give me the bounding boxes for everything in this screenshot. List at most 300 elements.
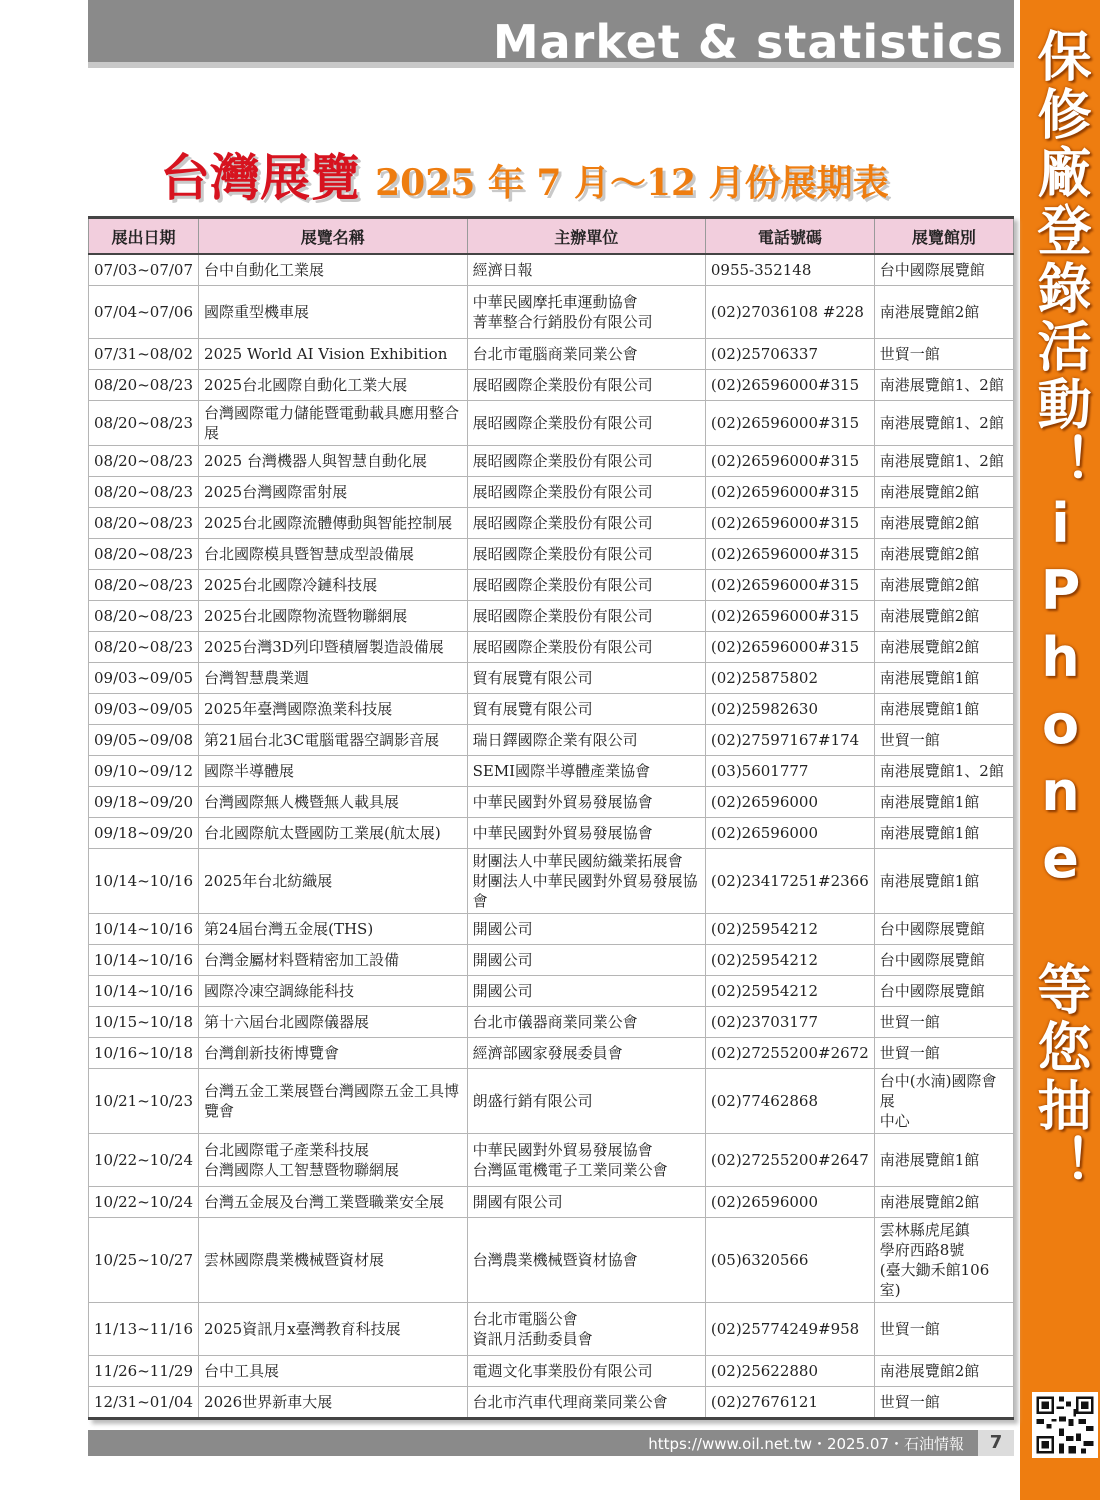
table-row <box>89 1218 1014 1303</box>
cell-date: 10/14~10/16 <box>89 849 199 914</box>
cell-line: 南港展覽館2館 <box>879 514 980 532</box>
cell-phone: (02)25774249#958 <box>705 1303 874 1356</box>
cell-exhibition-name <box>199 945 468 976</box>
heading-sub: 2025 年 7 月～12 月份展期表 <box>375 162 889 204</box>
cell-phone: (02)26596000#315 <box>705 570 874 601</box>
cell-line: 第十六屆台北國際儀器展 <box>204 1013 370 1031</box>
cell-organizer <box>467 370 705 401</box>
cell-line: 2025台灣國際雷射展 <box>204 483 348 501</box>
cell-line: 南港展覽館2館 <box>879 638 980 656</box>
cell-line: 南港展覽館2館 <box>879 607 980 625</box>
cell-phone: (02)27255200#2672 <box>705 1038 874 1069</box>
cell-hall <box>874 1218 1013 1303</box>
cell-organizer <box>467 570 705 601</box>
cell-organizer <box>467 1069 705 1134</box>
table-row <box>89 370 1014 401</box>
cell-exhibition-name <box>199 976 468 1007</box>
footer-text: https://www.oil.net.tw・2025.07・石油情報 <box>648 1435 964 1453</box>
cell-date: 08/20~08/23 <box>89 632 199 663</box>
cell-line: 台中工具展 <box>204 1362 280 1380</box>
cell-organizer <box>467 1387 705 1419</box>
cell-line: 2025年台北紡織展 <box>204 872 333 890</box>
column-header-organizer: 主辦單位 <box>467 218 705 255</box>
cell-line: 台灣智慧農業週 <box>204 669 310 687</box>
cell-organizer <box>467 446 705 477</box>
cell-line: 南港展覽館1、2館 <box>879 414 1004 432</box>
cell-line: 2026世界新車大展 <box>204 1393 333 1411</box>
cell-line: 財團法人中華民國紡織業拓展會 <box>472 852 683 870</box>
cell-organizer <box>467 1134 705 1187</box>
cell-line: 中華民國對外貿易發展協會 <box>472 1141 653 1159</box>
cell-organizer <box>467 339 705 370</box>
cell-line: 台中國際展覽館 <box>879 261 985 279</box>
cell-line: 南港展覽館1館 <box>879 793 980 811</box>
table-row <box>89 1007 1014 1038</box>
cell-line: 中華民國對外貿易發展協會 <box>472 793 653 811</box>
cell-line: 2025 台灣機器人與智慧自動化展 <box>204 452 427 470</box>
cell-line: 電週文化事業股份有限公司 <box>472 1362 653 1380</box>
table-row <box>89 1303 1014 1356</box>
cell-exhibition-name <box>199 1218 468 1303</box>
table-row <box>89 849 1014 914</box>
cell-organizer <box>467 694 705 725</box>
cell-date: 09/05~09/08 <box>89 725 199 756</box>
cell-date: 10/21~10/23 <box>89 1069 199 1134</box>
cell-line: 台灣農業機械暨資材協會 <box>472 1251 638 1269</box>
cell-date: 10/14~10/16 <box>89 945 199 976</box>
table-row <box>89 539 1014 570</box>
cell-line: 台北市儀器商業同業公會 <box>472 1013 638 1031</box>
cell-line: 台灣區電機電子工業同業公會 <box>472 1161 668 1179</box>
cell-phone: (02)77462868 <box>705 1069 874 1134</box>
cell-organizer <box>467 401 705 446</box>
cell-hall <box>874 1007 1013 1038</box>
cell-line: 台北市電腦公會 <box>472 1310 578 1328</box>
cell-organizer <box>467 601 705 632</box>
cell-exhibition-name <box>199 632 468 663</box>
cell-line: 展昭國際企業股份有限公司 <box>472 514 653 532</box>
cell-organizer <box>467 945 705 976</box>
cell-line: 台灣五金展及台灣工業暨職業安全展 <box>204 1193 445 1211</box>
cell-phone: (02)26596000 <box>705 818 874 849</box>
cell-hall <box>874 446 1013 477</box>
cell-hall <box>874 508 1013 539</box>
cell-phone: (02)25954212 <box>705 945 874 976</box>
cell-line: 2025年臺灣國際漁業科技展 <box>204 700 393 718</box>
cell-line: 第21屆台北3C電腦電器空調影音展 <box>204 731 440 749</box>
cell-line: 台北國際航太暨國防工業展(航太展) <box>204 824 441 842</box>
cell-phone: (02)26596000#315 <box>705 508 874 539</box>
cell-date: 08/20~08/23 <box>89 401 199 446</box>
cell-hall <box>874 725 1013 756</box>
cell-organizer <box>467 663 705 694</box>
cell-exhibition-name <box>199 539 468 570</box>
cell-line: 台灣金屬材料暨精密加工設備 <box>204 951 400 969</box>
cell-organizer <box>467 477 705 508</box>
cell-date: 07/31~08/02 <box>89 339 199 370</box>
cell-organizer <box>467 849 705 914</box>
cell-date: 10/22~10/24 <box>89 1134 199 1187</box>
cell-hall <box>874 539 1013 570</box>
table-row <box>89 787 1014 818</box>
cell-date: 07/03~07/07 <box>89 254 199 286</box>
cell-organizer <box>467 914 705 945</box>
cell-line: 經濟日報 <box>472 261 533 279</box>
cell-line: 2025 World AI Vision Exhibition <box>204 345 448 363</box>
cell-exhibition-name <box>199 787 468 818</box>
cell-hall <box>874 1038 1013 1069</box>
table-row <box>89 286 1014 339</box>
table-row <box>89 1038 1014 1069</box>
cell-date: 11/13~11/16 <box>89 1303 199 1356</box>
cell-line: 南港展覽館2館 <box>879 576 980 594</box>
cell-line: 世貿一館 <box>879 1320 940 1338</box>
cell-line: 台中國際展覽館 <box>879 982 985 1000</box>
cell-phone: (02)23703177 <box>705 1007 874 1038</box>
cell-exhibition-name <box>199 1303 468 1356</box>
cell-line: 展昭國際企業股份有限公司 <box>472 607 653 625</box>
heading-main: 台灣展覽 <box>160 149 360 207</box>
cell-hall <box>874 1303 1013 1356</box>
table-row <box>89 945 1014 976</box>
cell-date: 08/20~08/23 <box>89 539 199 570</box>
cell-line: 南港展覽館2館 <box>879 303 980 321</box>
cell-line: 2025台北國際物流暨物聯網展 <box>204 607 408 625</box>
cell-line: 世貿一館 <box>879 345 940 363</box>
table-row <box>89 339 1014 370</box>
cell-phone: (02)27676121 <box>705 1387 874 1419</box>
cell-line: 台中自動化工業展 <box>204 261 325 279</box>
table-row <box>89 1187 1014 1218</box>
cell-exhibition-name <box>199 401 468 446</box>
cell-date: 11/26~11/29 <box>89 1356 199 1387</box>
table-row <box>89 1134 1014 1187</box>
cell-exhibition-name <box>199 1038 468 1069</box>
cell-hall <box>874 787 1013 818</box>
cell-line: 開國公司 <box>472 920 533 938</box>
cell-phone: (02)25622880 <box>705 1356 874 1387</box>
cell-exhibition-name <box>199 1069 468 1134</box>
qr-code-icon[interactable] <box>1032 1392 1098 1458</box>
cell-exhibition-name <box>199 1356 468 1387</box>
table-row <box>89 976 1014 1007</box>
cell-line: 台灣五金工業展暨台灣國際五金工具博覽會 <box>204 1082 460 1120</box>
cell-hall <box>874 286 1013 339</box>
cell-organizer <box>467 756 705 787</box>
cell-phone: (02)27255200#2647 <box>705 1134 874 1187</box>
table-row <box>89 694 1014 725</box>
cell-hall <box>874 601 1013 632</box>
cell-phone: (02)26596000#315 <box>705 401 874 446</box>
table-row <box>89 663 1014 694</box>
cell-hall <box>874 756 1013 787</box>
cell-exhibition-name <box>199 601 468 632</box>
column-header-name: 展覽名稱 <box>199 218 468 255</box>
cell-phone: (02)26596000#315 <box>705 477 874 508</box>
cell-line: 中心 <box>879 1112 910 1130</box>
cell-hall <box>874 477 1013 508</box>
table-row <box>89 1069 1014 1134</box>
column-header-hall: 展覽館別 <box>874 218 1013 255</box>
cell-hall <box>874 1134 1013 1187</box>
cell-line: 台北市汽車代理商業同業公會 <box>472 1393 668 1411</box>
cell-organizer <box>467 725 705 756</box>
cell-line: 貿有展覽有限公司 <box>472 669 593 687</box>
table-row <box>89 570 1014 601</box>
cell-date: 08/20~08/23 <box>89 446 199 477</box>
cell-organizer <box>467 787 705 818</box>
cell-line: 台灣創新技術博覽會 <box>204 1044 340 1062</box>
cell-line: 菁華整合行銷股份有限公司 <box>472 313 653 331</box>
side-banner-text: 保修廠登錄活動！iPhone 等您抽！ <box>1029 28 1092 1193</box>
cell-phone: (02)26596000#315 <box>705 601 874 632</box>
table-row <box>89 446 1014 477</box>
cell-line: 台中國際展覽館 <box>879 920 985 938</box>
cell-line: 南港展覽館1館 <box>879 824 980 842</box>
cell-line: 台北市電腦商業同業公會 <box>472 345 638 363</box>
cell-line: 展昭國際企業股份有限公司 <box>472 452 653 470</box>
cell-hall <box>874 914 1013 945</box>
cell-line: 國際半導體展 <box>204 762 295 780</box>
page-heading <box>160 138 1020 208</box>
cell-line: 南港展覽館2館 <box>879 483 980 501</box>
cell-line: 世貿一館 <box>879 1013 940 1031</box>
cell-line: 南港展覽館2館 <box>879 1362 980 1380</box>
cell-hall <box>874 818 1013 849</box>
cell-line: 世貿一館 <box>879 1393 940 1411</box>
cell-date: 12/31~01/04 <box>89 1387 199 1419</box>
cell-date: 08/20~08/23 <box>89 370 199 401</box>
cell-hall <box>874 1356 1013 1387</box>
cell-line: 台灣國際人工智慧暨物聯網展 <box>204 1161 400 1179</box>
cell-exhibition-name <box>199 477 468 508</box>
cell-hall <box>874 1187 1013 1218</box>
cell-line: 展昭國際企業股份有限公司 <box>472 545 653 563</box>
cell-date: 10/22~10/24 <box>89 1187 199 1218</box>
cell-line: 朗盛行銷有限公司 <box>472 1092 593 1110</box>
cell-line: 國際重型機車展 <box>204 303 310 321</box>
cell-line: 2025台北國際冷鏈科技展 <box>204 576 378 594</box>
cell-line: 台中國際展覽館 <box>879 951 985 969</box>
cell-phone: (02)26596000#315 <box>705 446 874 477</box>
cell-line: 南港展覽館1、2館 <box>879 762 1004 780</box>
table-header-row <box>89 218 1014 255</box>
cell-exhibition-name <box>199 1387 468 1419</box>
cell-exhibition-name <box>199 1007 468 1038</box>
cell-line: 台灣國際電力儲能暨電動載具應用整合展 <box>204 404 460 442</box>
cell-line: 雲林縣虎尾鎮 <box>879 1221 970 1239</box>
table-row <box>89 914 1014 945</box>
cell-line: 展昭國際企業股份有限公司 <box>472 638 653 656</box>
cell-line: 南港展覽館1館 <box>879 700 980 718</box>
cell-date: 08/20~08/23 <box>89 570 199 601</box>
cell-date: 09/18~09/20 <box>89 818 199 849</box>
cell-line: 開國公司 <box>472 951 533 969</box>
cell-line: 南港展覽館1、2館 <box>879 452 1004 470</box>
cell-organizer <box>467 508 705 539</box>
table-row <box>89 1356 1014 1387</box>
cell-phone: (02)26596000 <box>705 787 874 818</box>
cell-line: 2025台灣3D列印暨積層製造設備展 <box>204 638 444 656</box>
column-header-phone: 電話號碼 <box>705 218 874 255</box>
cell-organizer <box>467 632 705 663</box>
cell-phone: (02)27036108 #228 <box>705 286 874 339</box>
cell-line: 台中(水湳)國際會展 <box>879 1072 997 1110</box>
cell-exhibition-name <box>199 849 468 914</box>
cell-line: 中華民國對外貿易發展協會 <box>472 824 653 842</box>
cell-phone: (02)25706337 <box>705 339 874 370</box>
cell-hall <box>874 632 1013 663</box>
cell-line: 台灣國際無人機暨無人載具展 <box>204 793 400 811</box>
cell-phone: (02)25875802 <box>705 663 874 694</box>
table-row <box>89 601 1014 632</box>
cell-exhibition-name <box>199 508 468 539</box>
cell-hall <box>874 976 1013 1007</box>
cell-line: 2025台北國際流體傳動與智能控制展 <box>204 514 453 532</box>
cell-line: 資訊月活動委員會 <box>472 1330 593 1348</box>
cell-exhibition-name <box>199 1134 468 1187</box>
cell-phone: (02)26596000#315 <box>705 632 874 663</box>
cell-line: 台北國際電子產業科技展 <box>204 1141 370 1159</box>
cell-line: 展昭國際企業股份有限公司 <box>472 576 653 594</box>
cell-organizer <box>467 1218 705 1303</box>
cell-organizer <box>467 818 705 849</box>
cell-date: 09/18~09/20 <box>89 787 199 818</box>
cell-exhibition-name <box>199 818 468 849</box>
cell-line: 世貿一館 <box>879 1044 940 1062</box>
cell-phone: (02)26596000#315 <box>705 370 874 401</box>
cell-hall <box>874 570 1013 601</box>
cell-date: 10/15~10/18 <box>89 1007 199 1038</box>
cell-hall <box>874 401 1013 446</box>
table-row <box>89 632 1014 663</box>
cell-exhibition-name <box>199 570 468 601</box>
cell-line: 世貿一館 <box>879 731 940 749</box>
cell-hall <box>874 1387 1013 1419</box>
cell-line: 開國有限公司 <box>472 1193 563 1211</box>
cell-hall <box>874 663 1013 694</box>
cell-date: 08/20~08/23 <box>89 508 199 539</box>
cell-exhibition-name <box>199 370 468 401</box>
cell-phone: (02)27597167#174 <box>705 725 874 756</box>
cell-line: 南港展覽館1館 <box>879 669 980 687</box>
cell-date: 10/14~10/16 <box>89 976 199 1007</box>
cell-date: 07/04~07/06 <box>89 286 199 339</box>
cell-line: SEMI國際半導體產業協會 <box>472 762 651 780</box>
cell-exhibition-name <box>199 446 468 477</box>
cell-hall <box>874 945 1013 976</box>
table-row <box>89 756 1014 787</box>
cell-hall <box>874 849 1013 914</box>
cell-line: 展昭國際企業股份有限公司 <box>472 376 653 394</box>
cell-hall <box>874 254 1013 286</box>
cell-line: 瑞日鐸國際企業有限公司 <box>472 731 638 749</box>
cell-line: 展昭國際企業股份有限公司 <box>472 414 653 432</box>
cell-organizer <box>467 1038 705 1069</box>
cell-hall <box>874 370 1013 401</box>
table-row <box>89 725 1014 756</box>
cell-exhibition-name <box>199 339 468 370</box>
cell-hall <box>874 694 1013 725</box>
cell-line: 國際冷凍空調綠能科技 <box>204 982 355 1000</box>
cell-date: 08/20~08/23 <box>89 601 199 632</box>
cell-exhibition-name <box>199 663 468 694</box>
cell-phone: (03)5601777 <box>705 756 874 787</box>
cell-date: 10/25~10/27 <box>89 1218 199 1303</box>
column-header-date: 展出日期 <box>89 218 199 255</box>
cell-line: 南港展覽館1館 <box>879 872 980 890</box>
cell-line: 開國公司 <box>472 982 533 1000</box>
cell-line: (臺大鋤禾館106室) <box>879 1261 990 1299</box>
section-title: Market & statistics <box>492 15 1004 69</box>
cell-phone: (05)6320566 <box>705 1218 874 1303</box>
cell-organizer <box>467 1007 705 1038</box>
cell-date: 09/03~09/05 <box>89 694 199 725</box>
cell-line: 雲林國際農業機械暨資材展 <box>204 1251 385 1269</box>
cell-line: 南港展覽館1館 <box>879 1151 980 1169</box>
cell-date: 08/20~08/23 <box>89 477 199 508</box>
table-row <box>89 477 1014 508</box>
cell-phone: (02)25982630 <box>705 694 874 725</box>
cell-phone: (02)26596000 <box>705 1187 874 1218</box>
cell-phone: (02)23417251#2366 <box>705 849 874 914</box>
cell-hall <box>874 1069 1013 1134</box>
cell-line: 貿有展覽有限公司 <box>472 700 593 718</box>
table-row <box>89 818 1014 849</box>
cell-date: 09/10~09/12 <box>89 756 199 787</box>
cell-exhibition-name <box>199 286 468 339</box>
cell-phone: 0955-352148 <box>705 254 874 286</box>
cell-exhibition-name <box>199 254 468 286</box>
table-row <box>89 401 1014 446</box>
cell-exhibition-name <box>199 694 468 725</box>
cell-phone: (02)26596000#315 <box>705 539 874 570</box>
cell-date: 10/14~10/16 <box>89 914 199 945</box>
cell-line: 學府西路8號 <box>879 1241 965 1259</box>
table-row <box>89 1387 1014 1419</box>
page-number: 7 <box>978 1430 1014 1456</box>
cell-line: 第24屆台灣五金展(THS) <box>204 920 374 938</box>
cell-phone: (02)25954212 <box>705 914 874 945</box>
cell-exhibition-name <box>199 725 468 756</box>
cell-line: 南港展覽館1、2館 <box>879 376 1004 394</box>
cell-organizer <box>467 286 705 339</box>
cell-exhibition-name <box>199 914 468 945</box>
cell-phone: (02)25954212 <box>705 976 874 1007</box>
cell-line: 2025資訊月x臺灣教育科技展 <box>204 1320 401 1338</box>
cell-organizer <box>467 1356 705 1387</box>
cell-line: 展昭國際企業股份有限公司 <box>472 483 653 501</box>
cell-line: 台北國際模具暨智慧成型設備展 <box>204 545 415 563</box>
cell-organizer <box>467 1187 705 1218</box>
cell-exhibition-name <box>199 756 468 787</box>
cell-line: 財團法人中華民國對外貿易發展協會 <box>472 872 698 910</box>
cell-organizer <box>467 254 705 286</box>
cell-line: 南港展覽館2館 <box>879 545 980 563</box>
cell-organizer <box>467 1303 705 1356</box>
table-row <box>89 508 1014 539</box>
table-body <box>89 254 1014 1419</box>
table-row <box>89 254 1014 286</box>
cell-line: 2025台北國際自動化工業大展 <box>204 376 408 394</box>
cell-hall <box>874 339 1013 370</box>
cell-line: 經濟部國家發展委員會 <box>472 1044 623 1062</box>
cell-date: 09/03~09/05 <box>89 663 199 694</box>
cell-line: 中華民國摩托車運動協會 <box>472 293 638 311</box>
cell-exhibition-name <box>199 1187 468 1218</box>
cell-date: 10/16~10/18 <box>89 1038 199 1069</box>
cell-line: 南港展覽館2館 <box>879 1193 980 1211</box>
